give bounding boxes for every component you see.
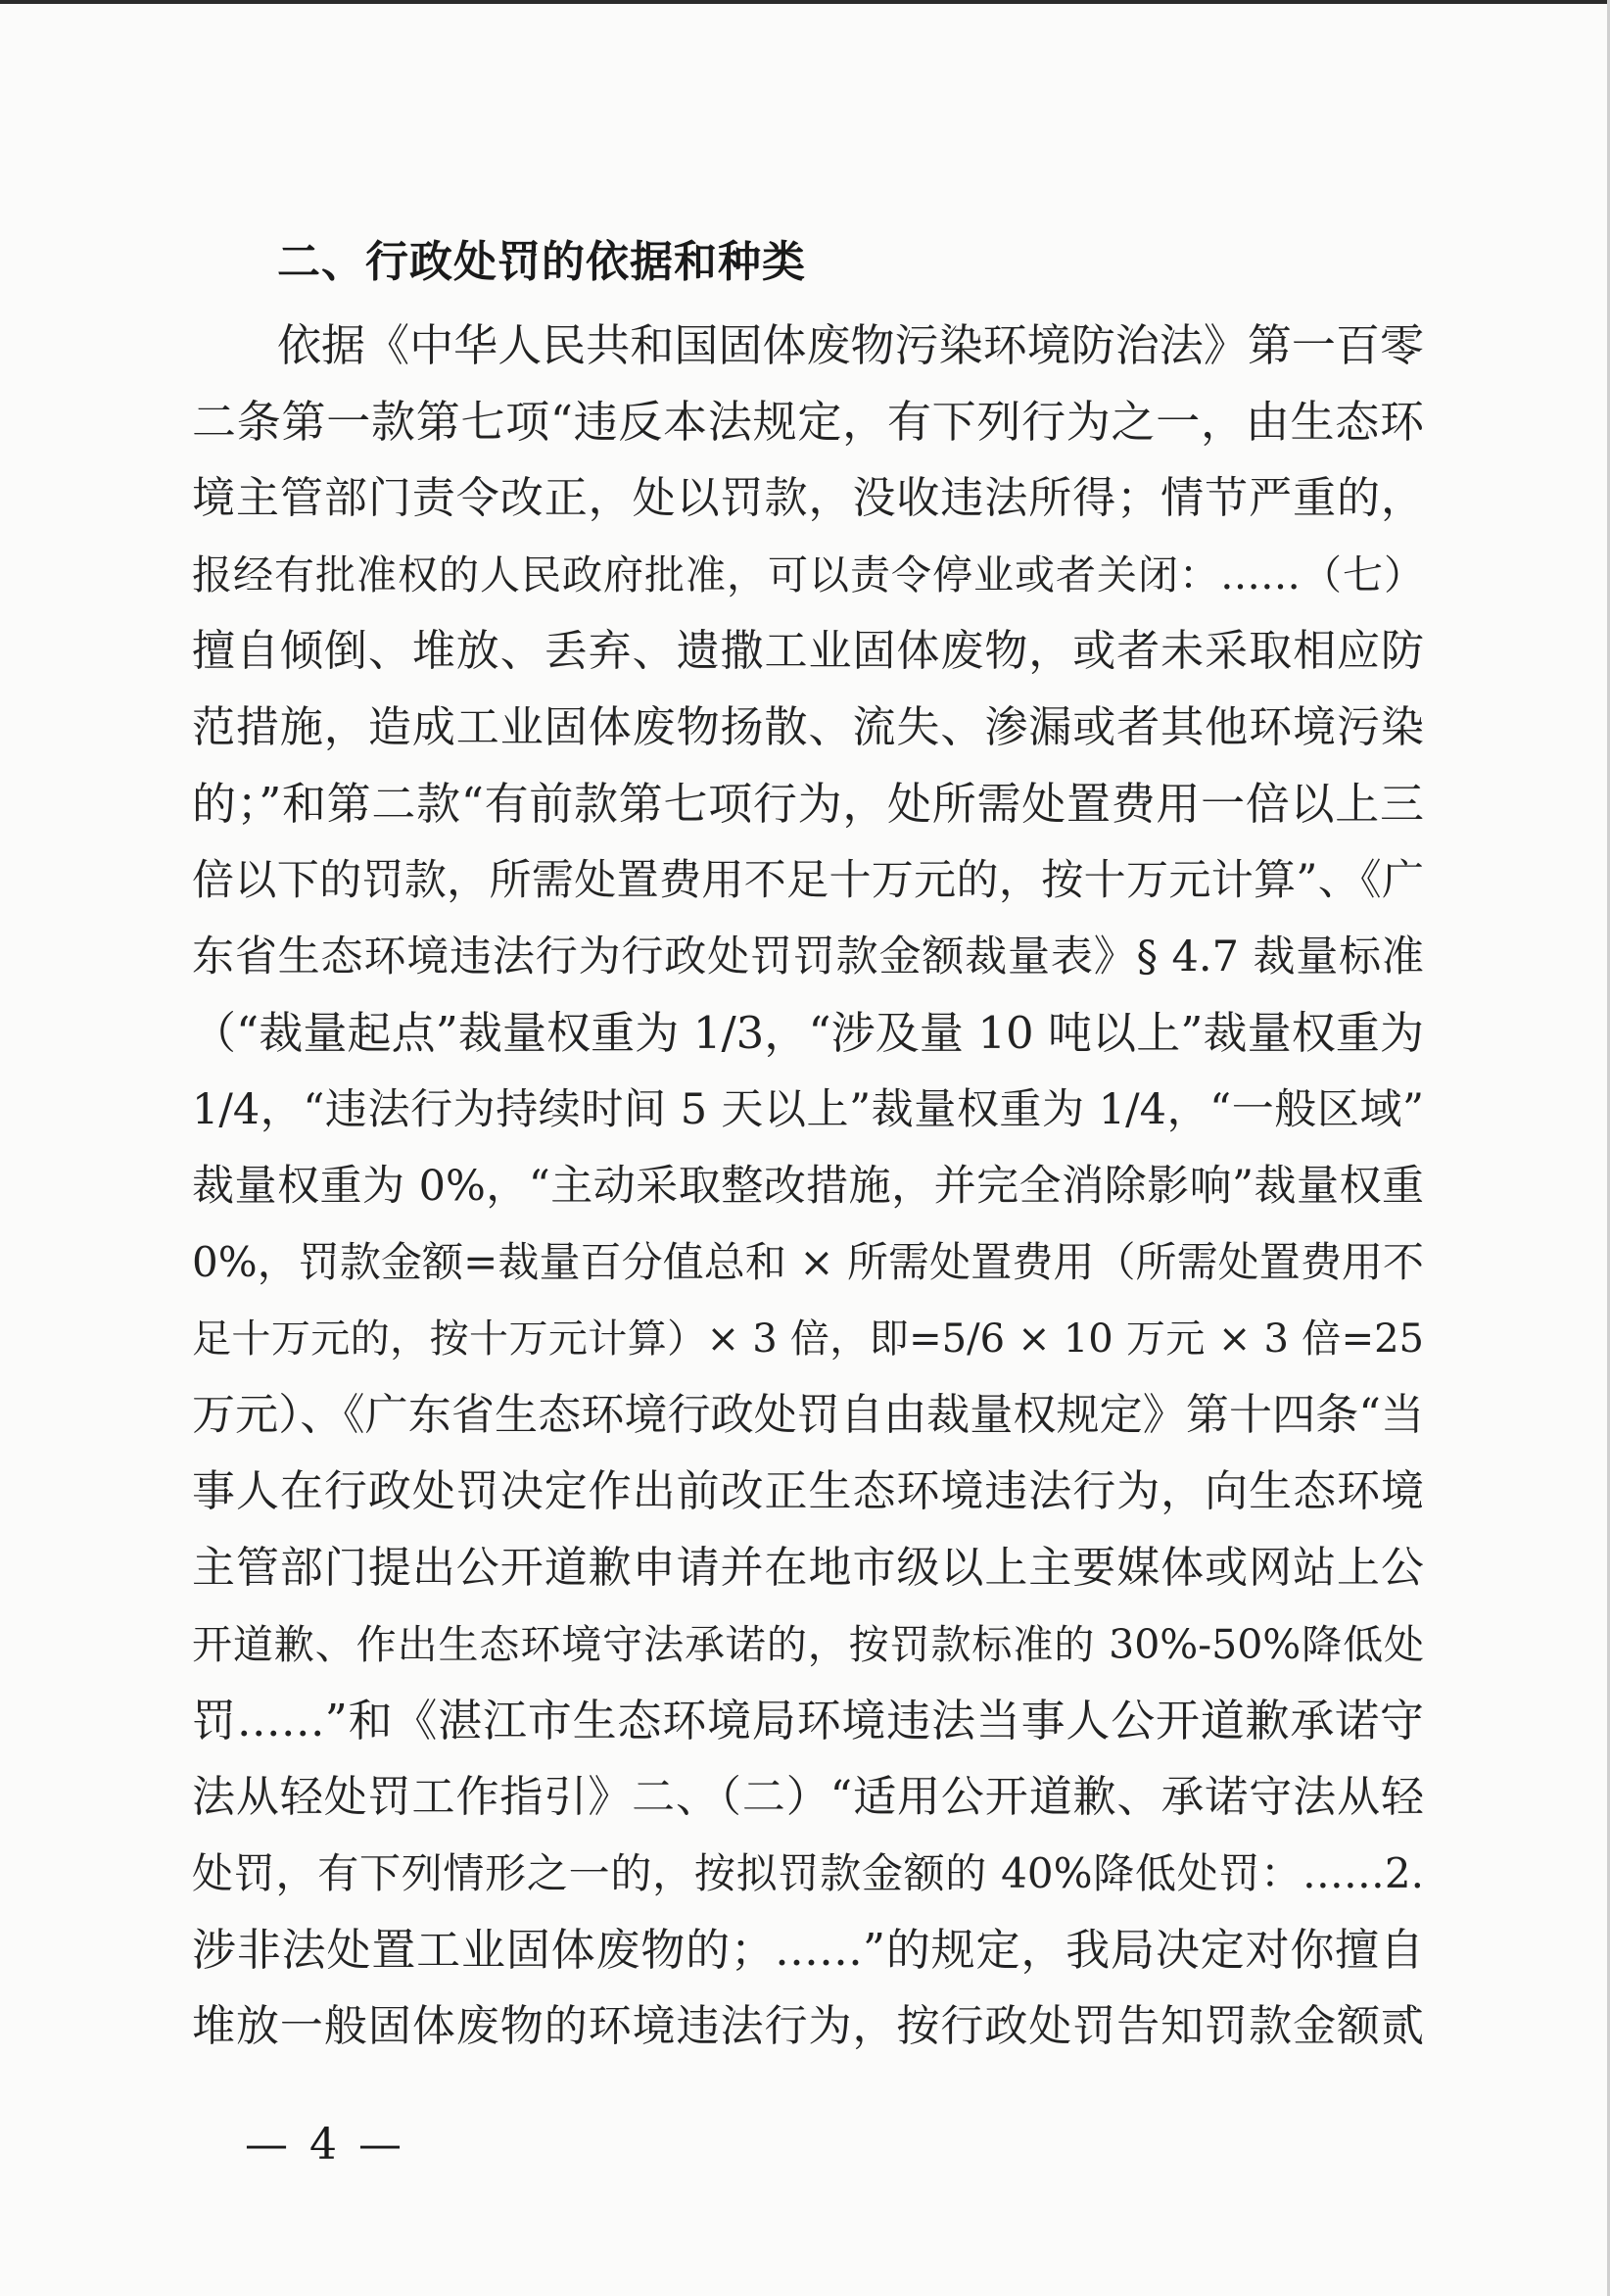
text-line: 足十万元的，按十万元计算）× 3 倍，即=5/6 × 10 万元 × 3 倍=25 — [192, 1316, 1424, 1362]
text-line: 处罚，有下列情形之一的，按拟罚款金额的 40%降低处罚：……2. — [192, 1849, 1424, 1897]
text-line: 开道歉、作出生态环境守法承诺的，按罚款标准的 30%-50%降低处 — [192, 1621, 1424, 1668]
scan-top-edge — [0, 0, 1610, 4]
text-line: 法从轻处罚工作指引》二、（二）“适用公开道歉、承诺守法从轻 — [192, 1772, 1424, 1822]
text-line: 范措施，造成工业固体废物扬散、流失、渗漏或者其他环境污染 — [192, 702, 1424, 752]
text-line: 擅自倾倒、堆放、丢弃、遗撒工业固体废物，或者未采取相应防 — [192, 626, 1424, 676]
text-line: 堆放一般固体废物的环境违法行为，按行政处罚告知罚款金额贰 — [192, 2001, 1424, 2051]
section-heading: 二、行政处罚的依据和种类 — [277, 237, 806, 287]
text-line: 的；”和第二款“有前款第七项行为，处所需处置费用一倍以上三 — [192, 778, 1424, 830]
text-line: 报经有批准权的人民政府批准，可以责令停业或者关闭：……（七） — [192, 551, 1424, 598]
text-line: 0%，罚款金额=裁量百分值总和 × 所需处置费用（所需处置费用不 — [192, 1238, 1424, 1286]
text-line: 主管部门提出公开道歉申请并在地市级以上主要媒体或网站上公 — [192, 1543, 1424, 1593]
text-line: 万元）、《广东省生态环境行政处罚自由裁量权规定》第十四条“当 — [192, 1390, 1424, 1440]
text-line: 倍以下的罚款，所需处置费用不足十万元的，按十万元计算”、《广 — [192, 856, 1424, 905]
text-line: 境主管部门责令改正，处以罚款，没收违法所得；情节严重的， — [192, 473, 1424, 523]
text-line: 事人在行政处罚决定作出前改正生态环境违法行为，向生态环境 — [192, 1466, 1424, 1516]
text-line: 二条第一款第七项“违反本法规定，有下列行为之一，由生态环 — [192, 396, 1424, 448]
text-line: 裁量权重为 0%，“主动采取整改措施，并完全消除影响”裁量权重 — [192, 1162, 1424, 1211]
body-paragraph — [192, 308, 1424, 2065]
text-line: 1/4，“违法行为持续时间 5 天以上”裁量权重为 1/4，“一般区域” — [192, 1085, 1424, 1134]
text-line: 罚……”和《湛江市生态环境局环境违法当事人公开道歉承诺守 — [192, 1695, 1424, 1746]
text-line: 依据《中华人民共和国固体废物污染环境防治法》第一百零 — [277, 319, 1424, 371]
text-line: （“裁量起点”裁量权重为 1/3，“涉及量 10 吨以上”裁量权重为 — [192, 1007, 1424, 1059]
page-number: — 4 — — [245, 2120, 405, 2170]
text-line: 东省生态环境违法行为行政处罚罚款金额裁量表》§ 4.7 裁量标准 — [192, 933, 1424, 981]
text-line: 涉非法处置工业固体废物的；……”的规定，我局决定对你擅自 — [192, 1924, 1424, 1976]
